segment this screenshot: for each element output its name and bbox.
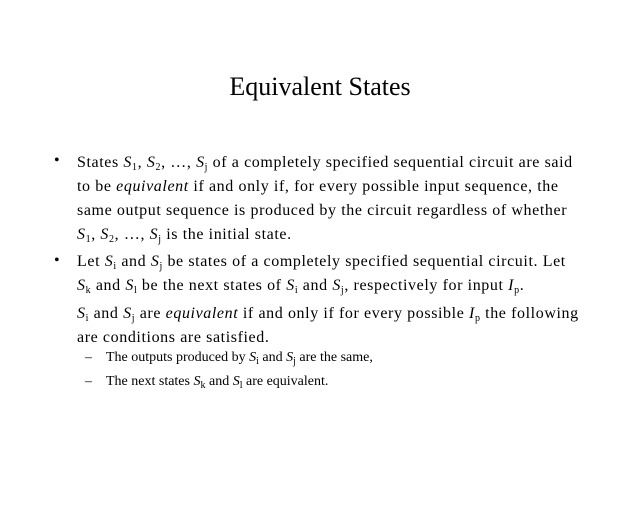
bullet-1-text: States $S_1$, $S_2$, …, $S_j$ of a completely specified sequential circuit are said to be equivalent if and only if, for every possible input sequence, the same output sequence is produced by the circuit regardless of whether $S_1$, $S_2$, …, $S_j$ is the initial state. [77,154,573,245]
bullet-1-marker: • [54,152,60,169]
sub-bullet-1-marker: – [85,350,92,365]
bullet-2-text: Let $S_i$ and $S_j$ be states of a completely specified sequential circuit. Let $S_k$ and $S_l$ be the next states of $S_i$ and $S_j$, respectively for input $I_p$. $S_i$ and $S_j$ are equivalent if and only if for every possible $I_p$ the following are conditions are satisfied. [77,253,579,346]
sub-bullet-1-text: The outputs produced by $S_i$ and $S_j$ are the same, [106,350,373,367]
sub-bullet-2-text: The next states $S_k$ and $S_l$ are equivalent. [106,374,329,391]
bullet-2-marker: • [54,252,60,269]
slide-title: Equivalent States [229,72,411,101]
sub-bullet-2-marker: – [85,374,92,389]
